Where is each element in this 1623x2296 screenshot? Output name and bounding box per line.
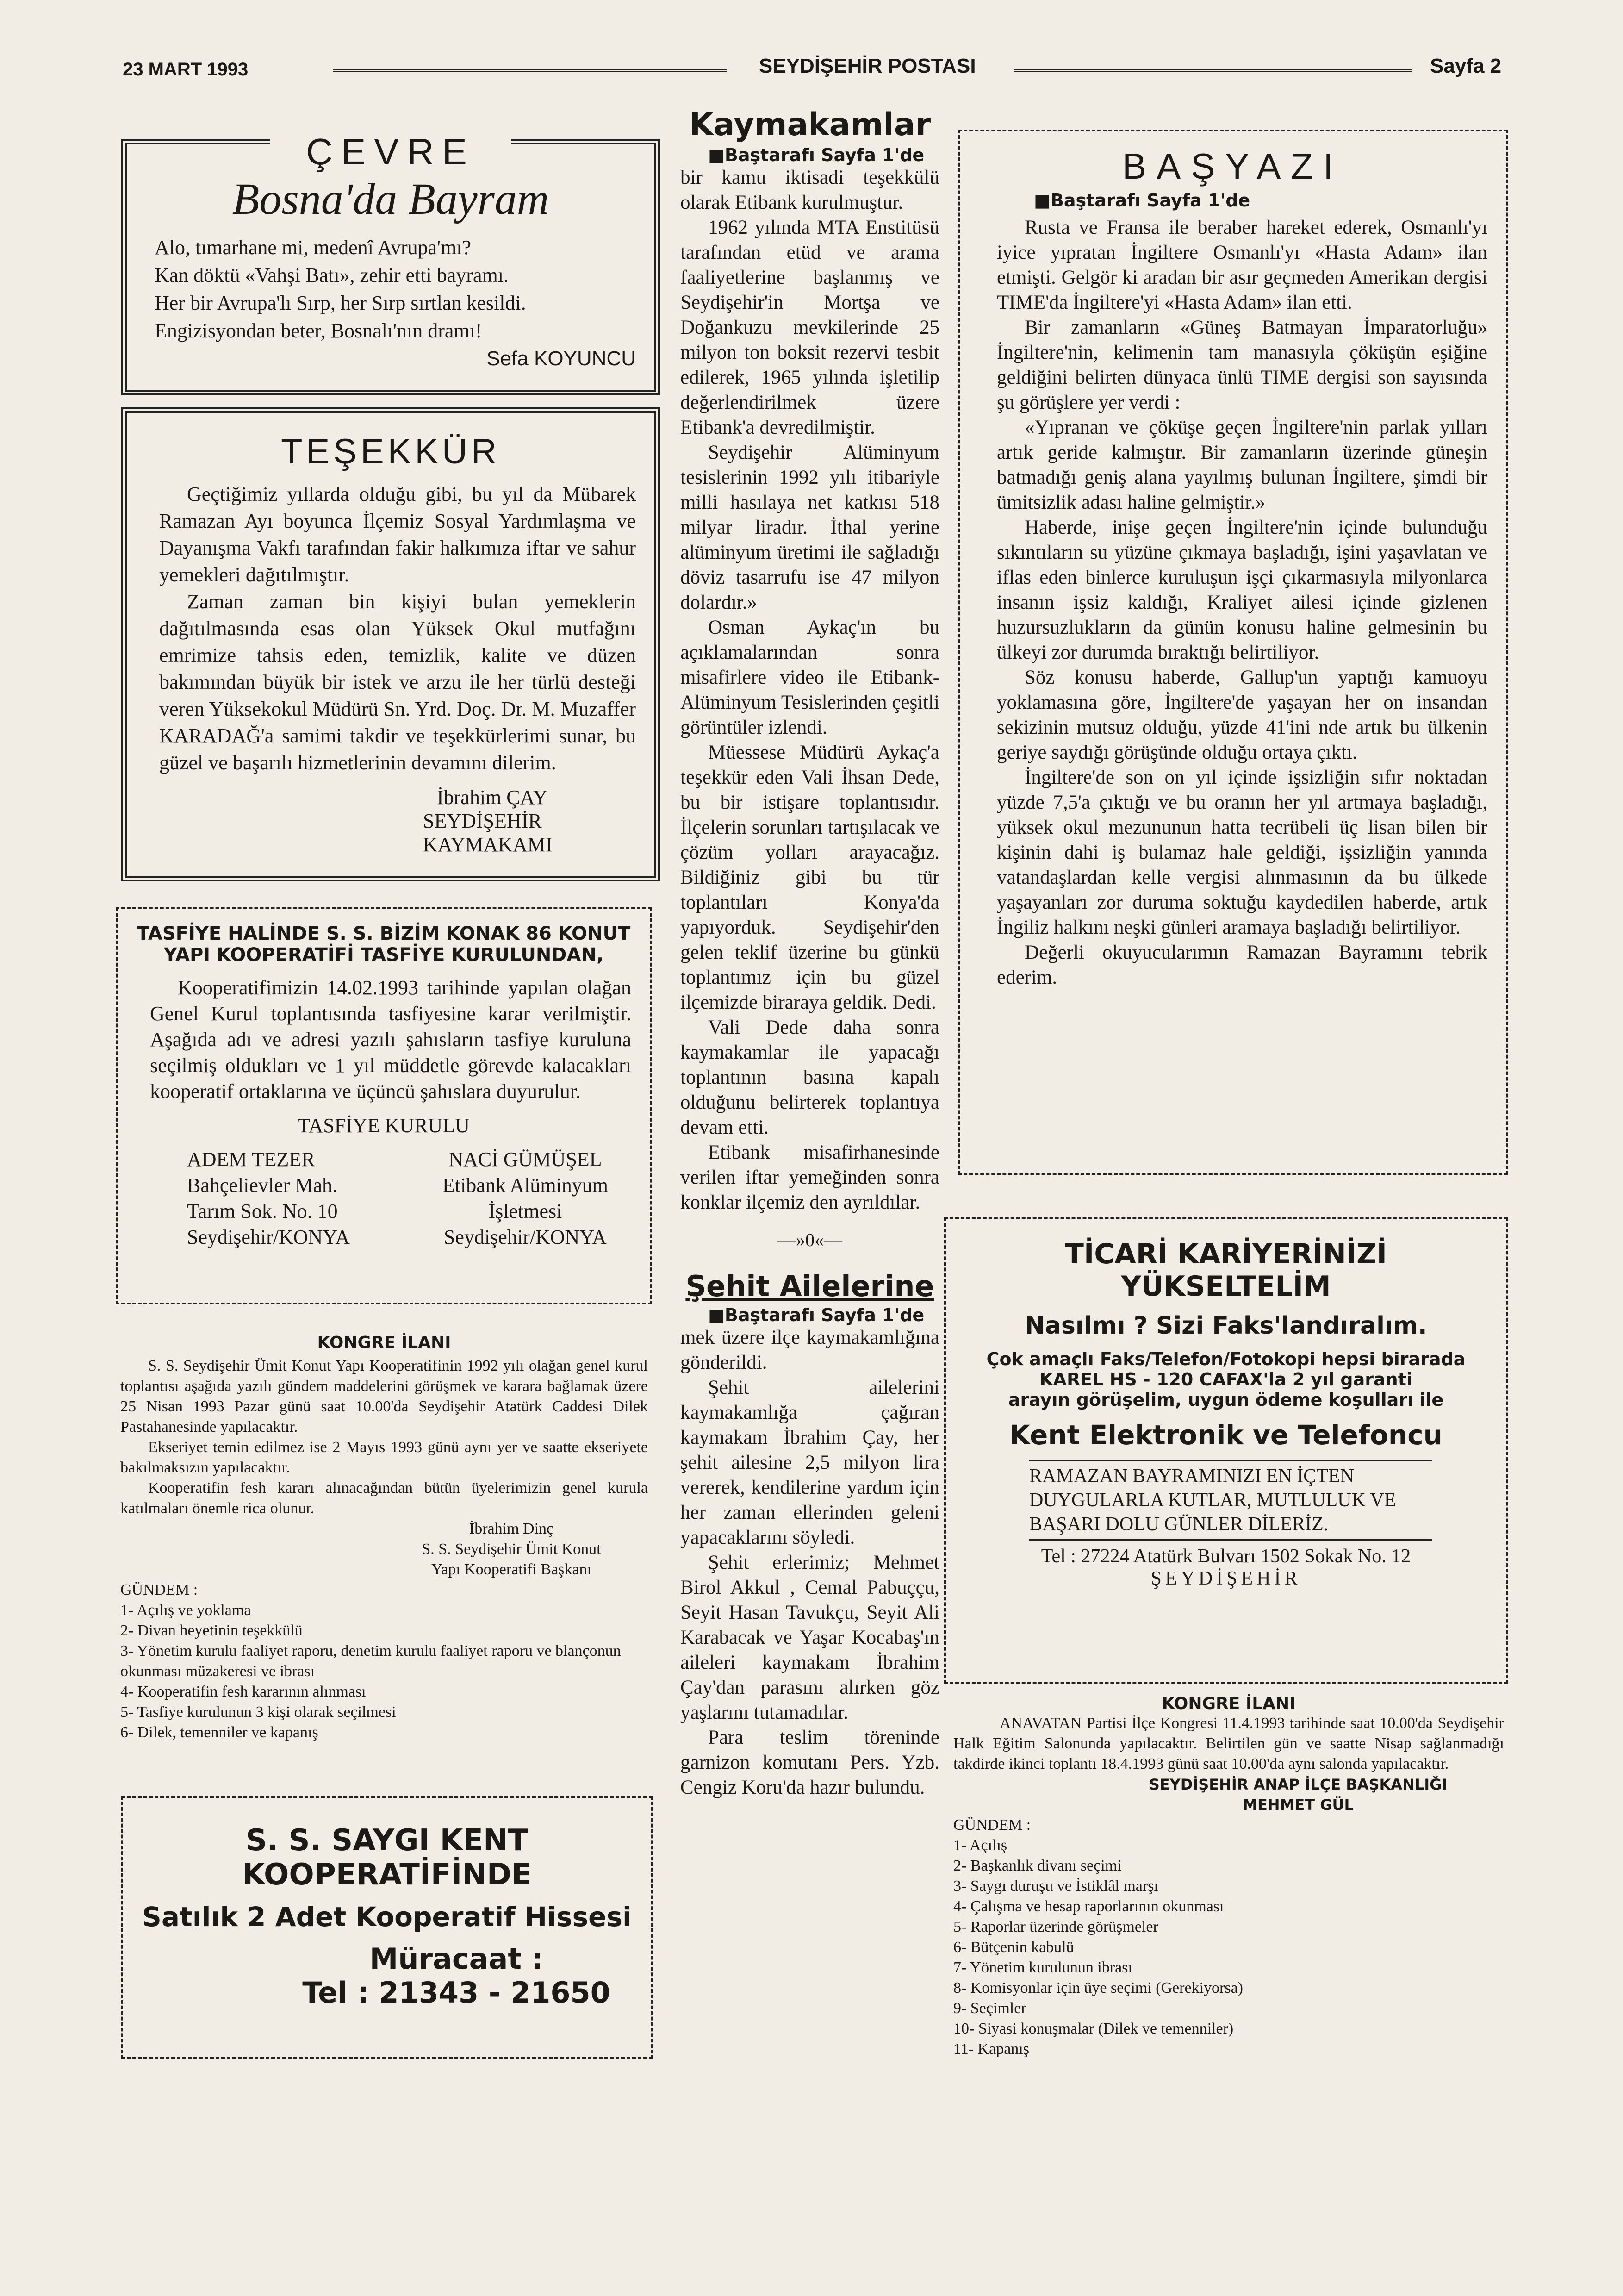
ticari-line6: arayın görüşelim, uygun ödeme koşulları ile: [1008, 1390, 1444, 1410]
tesekkur-title: TEŞEKKÜR: [281, 432, 500, 471]
tesekkur-box: [121, 407, 660, 881]
gundem-item: 7- Yönetim kurulunun ibrası: [953, 1959, 1132, 1976]
tasfiye-title2: YAPI KOOPERATİFİ TASFİYE KURULUNDAN,: [163, 944, 604, 966]
tesekkur-p1: Geçtiğimiz yıllarda olduğu gibi, bu yıl da Mübarek Ramazan Ayı boyunca İlçemiz Sosyal Yardımlaşma ve Dayanışma Vakfı tarafından fakir halkımıza iftar ve sahur yemekleri dağıtılmıştır.: [159, 483, 636, 586]
gundem-item: 5- Raporlar üzerinde görüşmeler: [953, 1918, 1158, 1935]
member-address: Etibank Alüminyum: [442, 1174, 608, 1197]
basyazi-p: Söz konusu haberde, Gallup'un yaptığı kamuoyu yoklamasına göre, İngiltere'de yaşayan her on insandan sekizinin mutsuz olduğu, yüzde 41'ini nde artık bu ülkenin geriye saydığı görüşünde olduğu ortaya çıktı.: [997, 667, 1487, 763]
kongre-ilani-1: [120, 1333, 648, 1743]
sehit-cont: ■Baştarafı Sayfa 1'de: [708, 1305, 925, 1325]
kaymakamlar-separator: —»0«—: [777, 1229, 842, 1250]
kongre1-sign-name: İbrahim Dinç: [469, 1520, 554, 1537]
saygi-line5: Tel : 21343 - 21650: [302, 1976, 610, 2009]
tasfiye-box: [116, 907, 652, 1304]
gundem-item: 8- Komisyonlar için üye seçimi (Gerekiyorsa): [953, 1979, 1243, 1997]
gundem-item: 2- Divan heyetinin teşekkülü: [120, 1622, 303, 1639]
poem-author: Sefa KOYUNCU: [486, 347, 636, 370]
ticari-line2: YÜKSELTELİM: [1121, 1270, 1331, 1303]
kaymakamlar-p: Müessese Müdürü Aykaç'a teşekkür eden Vali İhsan Dede, bu bir istişare toplantısıdır. İlçelerin sorunları tartışılacak ve çözüm yolları arayacağız. Bildiğiniz gibi bu tür toplantıları Konya'da yapıyorduk. Seydişehir'den gelen teklif üzerine bu günkü toplantımız için bu güzel ilçemizde biraraya geldik. Dedi.: [680, 742, 939, 1013]
member-city: Seydişehir/KONYA: [443, 1226, 607, 1248]
ticari-line5: KAREL HS - 120 CAFAX'la 2 yıl garanti: [1039, 1369, 1412, 1390]
kaymakamlar-p: 1962 yılında MTA Enstitüsü tarafından etüd ve arama faaliyetlerine başlanmış ve Seydişehir'in Mortşa ve Doğankuzu mevkilerinde 25 milyon ton boksit rezervi tesbit edilerek, 1965 yılında işletilip değerlendirilmek üzere Etibank'a devredilmiştir.: [680, 217, 939, 438]
kaymakamlar-p: Etibank misafirhanesinde verilen iftar yemeğinden sonra konklar ilçemiz den ayrıldılar.: [680, 1142, 939, 1213]
kaymakamlar-p: Vali Dede daha sonra kaymakamlar ile yapacağı toplantının basına kapalı olduğunu belirterek toplantıya devam etti.: [680, 1017, 939, 1138]
kaymakamlar-column: [680, 106, 939, 1800]
poem-line: Her bir Avrupa'lı Sırp, her Sırp sırtlan kesildi.: [155, 292, 526, 314]
cevre-title: ÇEVRE: [270, 131, 511, 173]
tasfiye-members: [118, 1137, 650, 1250]
basyazi-p: İngiltere'de son on yıl içinde işsizliğin sıfır noktadan yüzde 7,5'a çıktığı ve bu oranın her yıl artmaya başladığı, yüksek okul mezununun hatta tecrübeli üç lisan bilen bir kişinin dahi iş bulamaz hale geldiği, işsizliğin yanında vatandaşlardan kelle vergisi alınmasının da bu ülkede yaşayanları zor duruma soktuğu kaydedilen haberde, artık İngiliz halkını neşki günleri aramaya başladığı belirtiliyor.: [997, 767, 1487, 938]
header-date: 23 MART 1993: [123, 59, 249, 80]
header-page: Sayfa 2: [1430, 55, 1502, 77]
kongre-ilani-2: [953, 1694, 1504, 2059]
member-name: ADEM TEZER: [187, 1148, 315, 1171]
kongre1-p3: Kooperatifin fesh kararı alınacağından bütün üyelerimizin genel kurula katılmaları önemle rica olunur.: [120, 1479, 648, 1517]
poem-line: Kan döktü «Vahşi Batı», zehir etti bayramı.: [155, 264, 509, 287]
gundem-item: 6- Bütçenin kabulü: [953, 1939, 1074, 1956]
saygi-line4: Müracaat :: [369, 1942, 543, 1976]
tasfiye-kurul: TASFİYE KURULU: [298, 1114, 470, 1137]
gundem-item: 1- Açılış ve yoklama: [120, 1602, 251, 1619]
gundem-item: 4- Kooperatifin fesh kararının alınması: [120, 1683, 366, 1700]
cevre-box: [121, 131, 660, 395]
sehit-title: Şehit Ailelerine: [685, 1269, 934, 1303]
poem-title: Bosna'da Bayram: [232, 174, 549, 224]
basyazi-cont: ■Baştarafı Sayfa 1'de: [1034, 190, 1250, 211]
kongre1-sign-org: S. S. Seydişehir Ümit Konut: [422, 1541, 601, 1558]
basyazi-title: BAŞYAZI: [1122, 146, 1343, 187]
kaymakamlar-body: [680, 165, 939, 1215]
gundem-label: GÜNDEM :: [953, 1816, 1031, 1834]
ticari-line7: Kent Elektronik ve Telefoncu: [1009, 1419, 1443, 1451]
saygi-line2: KOOPERATİFİNDE: [242, 1858, 532, 1892]
tasfiye-title1: TASFİYE HALİNDE S. S. BİZİM KONAK 86 KONUT: [137, 923, 631, 944]
sehit-p: mek üzere ilçe kaymakamlığına gönderildi.: [680, 1327, 939, 1373]
sehit-body: [680, 1325, 939, 1800]
ticari-ad: [944, 1217, 1508, 1684]
tesekkur-sign-title: SEYDİŞEHİR KAYMAKAMI: [423, 810, 553, 856]
basyazi-p: Bir zamanların «Güneş Batmayan İmparatorluğu» İngiltere'nin, kelimenin tam manasıyla çöküşün eşiğine geldiğini belirten dünyaca ünlü TIME dergisi son sayısında şu görüşlere yer verdi :: [997, 317, 1487, 413]
ticari-line10: ŞEYDİŞEHİR: [1150, 1568, 1301, 1589]
tasfiye-paragraph: Kooperatifimizin 14.02.1993 tarihinde yapılan olağan Genel Kurul toplantısında tasfiyesine karar verilmiştir. Aşağıda adı ve adresi yazılı şahısların tasfiye kuruluna seçilmiş oldukları ve 1 yıl müddetle görevde kalacakları kooperatif ortaklarına ve üçüncü şahıslara duyurulur.: [150, 976, 631, 1103]
kongre1-sign-role: Yapı Kooperatifi Başkanı: [431, 1561, 591, 1578]
ticari-line1: TİCARİ KARİYERİNİZİ: [1065, 1238, 1387, 1270]
basyazi-p: Değerli okuyucularımın Ramazan Bayramını tebrik ederim.: [997, 942, 1487, 988]
poem-lines: [127, 225, 654, 373]
kaymakamlar-cont: ■Baştarafı Sayfa 1'de: [708, 145, 925, 165]
member-address: Bahçelievler Mah.: [187, 1174, 337, 1197]
kongre1-p2: Ekseriyet temin edilmez ise 2 Mayıs 1993 günü aynı yer ve saatte ekseriyete bakılmaksızın yapılacaktır.: [120, 1439, 648, 1476]
kongre1-p1: S. S. Seydişehir Ümit Konut Yapı Kooperatifinin 1992 yılı olağan genel kurul toplantısı aşağıda yazılı gündem maddelerini görüşmek ve karara bağlamak üzere 25 Nisan 1993 Pazar günü saat 10.00'da Seydişehir Atatürk Caddesi Dilek Pastahanesinde yapılacaktır.: [120, 1357, 648, 1435]
basyazi-p: «Yıpranan ve çöküşe geçen İngiltere'nin parlak yılları artık geride kalmıştır. Bir zamanların üzerinde güneşin batmadığı geniş alana yayılmış bulunan İngiltere, şimdi bir ümitsizlik adası haline gelmiştir.»: [997, 417, 1487, 513]
kaymakamlar-p: bir kamu iktisadi teşekkülü olarak Etibank kurulmuştur.: [680, 167, 939, 213]
gundem-label: GÜNDEM :: [120, 1581, 198, 1598]
ticari-line3: Nasılmı ? Sizi Faks'landıralım.: [1025, 1312, 1427, 1340]
kongre2-sign2: MEHMET GÜL: [1243, 1796, 1354, 1814]
kongre2-gundem: [953, 1815, 1504, 2059]
gundem-item: 1- Açılış: [953, 1837, 1007, 1854]
gundem-item: 6- Dilek, temenniler ve kapanış: [120, 1724, 318, 1741]
kongre1-sign: [407, 1519, 616, 1580]
saygi-line1: S. S. SAYGI KENT: [245, 1823, 529, 1858]
basyazi-box: [958, 130, 1508, 1175]
saygi-line3: Satılık 2 Adet Kooperatif Hissesi: [142, 1901, 632, 1933]
kongre1-body: [120, 1356, 648, 1519]
tasfiye-member-right: [442, 1147, 608, 1250]
member-name: NACİ GÜMÜŞEL: [448, 1148, 602, 1171]
gundem-item: 5- Tasfiye kurulunun 3 kişi olarak seçilmesi: [120, 1703, 396, 1721]
kaymakamlar-p: Seydişehir Alüminyum tesislerinin 1992 yılı itibariyle milli hasılaya net katkısı 518 milyar liradır. İthal yerine alüminyum üretimi ile sağladığı döviz tasarrufu ise 47 milyon dolardır.»: [680, 442, 939, 613]
basyazi-p: Haberde, inişe geçen İngiltere'nin içinde bulunduğu sıkıntıların su yüzüne çıkmaya başladığı, işini yaşavlatan ve iflas eden binlerce kuruluşun işçi çıkarmasıyla milyonlarca insanın işsiz kaldığı, Kraliyet ailesi içinde gizlenen huzursuzlukların da günün konusu haline gelmesinin bu ülkeyi zor durumda bıraktığı belirtiliyor.: [997, 517, 1487, 663]
header-paper: SEYDİŞEHİR POSTASI: [759, 55, 976, 77]
header-rule-left: [333, 69, 727, 72]
tesekkur-p2: Zaman zaman bin kişiyi bulan yemeklerin dağıtılmasında esas olan Yüksek Okul mutfağını emrimize tahsis eden, temizlik, kalite ve düzen bakımından büyük bir istek ve arzu ile her türlü desteği veren Yüksekokul Müdürü Sn. Yrd. Doç. Dr. M. Muzaffer KARADAĞ'a samimi takdir ve teşekkürlerimi sunar, bu güzel ve başarılı hizmetlerinin devamını dilerim.: [159, 590, 636, 774]
gundem-item: 3- Saygı duruşu ve İstiklâl marşı: [953, 1878, 1158, 1895]
sehit-p: Para teslim töreninde garnizon komutanı Pers. Yzb. Cengiz Koru'da hazır bulundu.: [680, 1727, 939, 1798]
poem-line: Alo, tımarhane mi, medenî Avrupa'mı?: [155, 236, 472, 259]
kongre2-title: KONGRE İLANI: [1162, 1694, 1296, 1713]
saygi-kent-ad: [121, 1796, 653, 2059]
basyazi-body: [960, 211, 1506, 990]
gundem-item: 10- Siyasi konuşmalar (Dilek ve temenniler): [953, 2020, 1234, 2037]
tesekkur-sign-name: İbrahim ÇAY: [437, 786, 548, 809]
member-address: Tarım Sok. No. 10: [187, 1200, 338, 1223]
kongre1-title: KONGRE İLANI: [317, 1333, 451, 1352]
tasfiye-body: [118, 966, 650, 1104]
ticari-line9: Tel : 27224 Atatürk Bulvarı 1502 Sokak No. 12: [1041, 1546, 1411, 1567]
member-city: Seydişehir/KONYA: [187, 1226, 350, 1248]
gundem-item: 9- Seçimler: [953, 2000, 1026, 2017]
gundem-item: 4- Çalışma ve hesap raporlarının okunması: [953, 1898, 1224, 1915]
sehit-p: Şehit erlerimiz; Mehmet Birol Akkul , Cemal Pabuççu, Seyit Hasan Tavukçu, Seyit Ali Karabacak ve Yaşar Kocabaş'ın aileleri kaymakam İbrahim Çay'dan parasını alırken göz yaşlarını tutamadılar.: [680, 1552, 939, 1723]
tasfiye-member-left: [187, 1147, 350, 1250]
tesekkur-text: [127, 472, 654, 776]
kongre2-sign1: SEYDİŞEHİR ANAP İLÇE BAŞKANLIĞI: [1149, 1776, 1448, 1793]
kaymakamlar-p: Osman Aykaç'ın bu açıklamalarından sonra misafirlere video ile Etibank-Alüminyum Tesislerinden çeşitli görüntüler izlendi.: [680, 617, 939, 738]
header-rule-right: [1014, 69, 1412, 72]
kaymakamlar-title: Kaymakamlar: [689, 106, 931, 143]
ticari-line4: Çok amaçlı Faks/Telefon/Fotokopi hepsi birarada: [986, 1349, 1466, 1369]
ticari-line8: RAMAZAN BAYRAMINIZI EN İÇTEN DUYGULARLA KUTLAR, MUTLULUK VE BAŞARI DOLU GÜNLER DİLERİZ.: [1029, 1460, 1432, 1541]
sehit-p: Şehit ailelerini kaymakamlığa çağıran kaymakam İbrahim Çay, her şehit ailesine 2,5 milyon lira vererek, kendilerine yardım için her zaman ellerinden geleni yapacaklarını söyledi.: [680, 1377, 939, 1548]
kongre1-gundem: [120, 1580, 648, 1743]
basyazi-p: Rusta ve Fransa ile beraber hareket ederek, Osmanlı'yı iyice yıpratan İngiltere Osmanlı'yı «Hasta Adam» ilan etmişti. Gelgör ki aradan bir asır geçmeden Amerikan dergisi TIME'da İngiltere'yi «Hasta Adam» ilan etti.: [997, 217, 1487, 313]
gundem-item: 11- Kapanış: [953, 2040, 1029, 2058]
kongre2-body: ANAVATAN Partisi İlçe Kongresi 11.4.1993 tarihinde saat 10.00'da Seydişehir Halk Eğitim Salonunda yapılacaktır. Belirtilen gün ve saatte Nisap sağlanmadığı takdirde ikinci toplantı 18.4.1993 günü saat 10.00'da aynı salonda yapılacaktır.: [953, 1715, 1504, 1772]
poem-line: Engizisyondan beter, Bosnalı'nın dramı!: [155, 319, 482, 342]
gundem-item: 2- Başkanlık divanı seçimi: [953, 1857, 1122, 1874]
member-address: İşletmesi: [488, 1200, 562, 1223]
gundem-item: 3- Yönetim kurulu faaliyet raporu, denetim kurulu faaliyet raporu ve blançonun okunması müzakeresi ve ibrası: [120, 1642, 621, 1680]
